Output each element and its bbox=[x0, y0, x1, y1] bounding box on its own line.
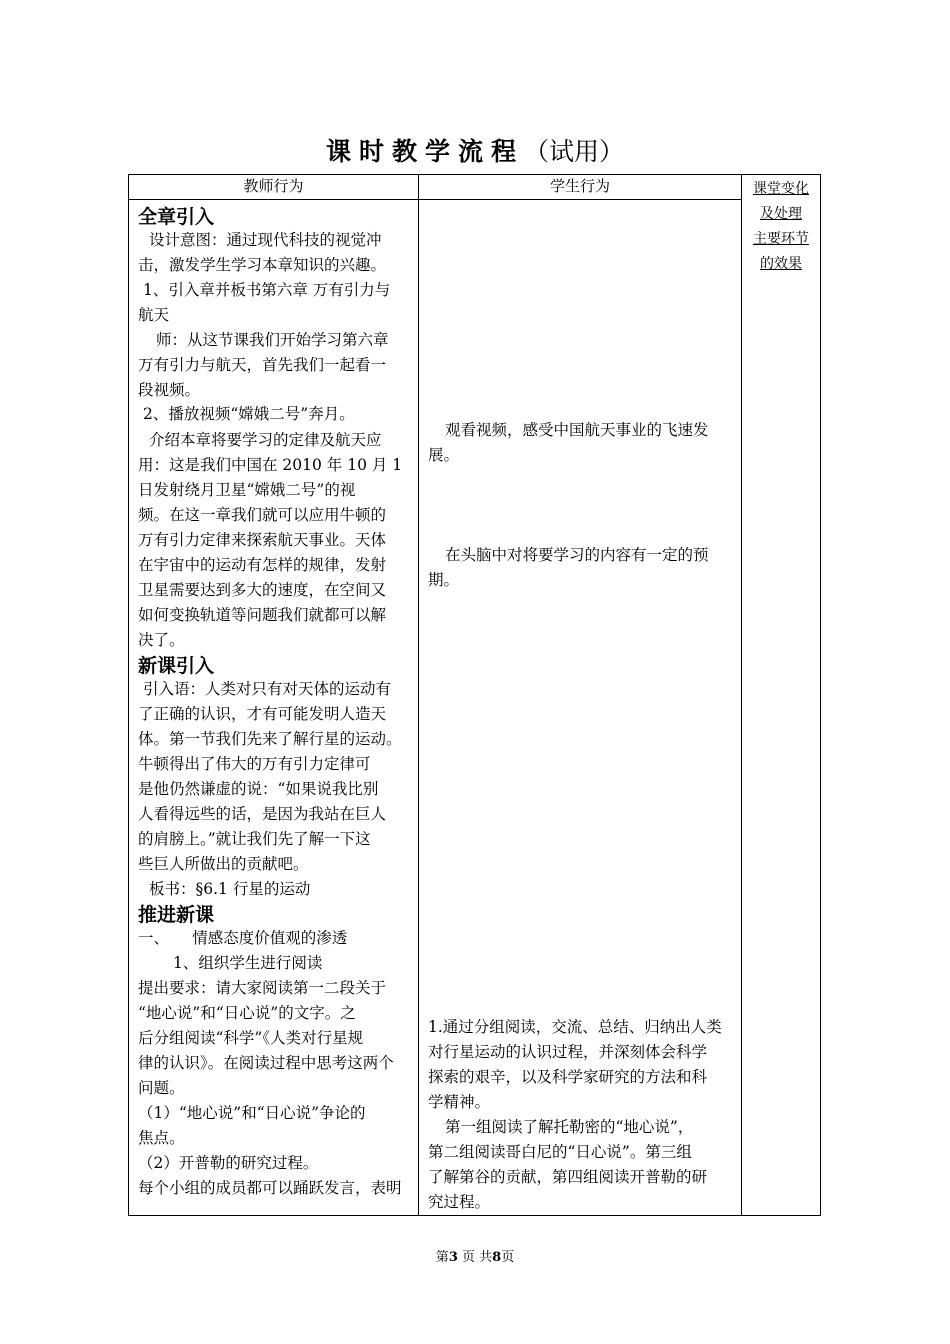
text-line: 观看视频，感受中国航天事业的飞速发 bbox=[445, 421, 709, 439]
title-main: 课时教学流程 bbox=[325, 137, 524, 166]
footer-suffix: 页 bbox=[501, 1250, 515, 1265]
footer-mid: 页 共 bbox=[462, 1250, 493, 1265]
text-line: 段视频。 bbox=[138, 381, 201, 399]
text-line: 些巨人所做出的贡献吧。 bbox=[138, 855, 309, 873]
header-change-line: 课堂变化 bbox=[753, 181, 809, 197]
text-line: 对行星运动的认识过程，并深刻体会科学 bbox=[428, 1043, 708, 1061]
text-line: 每个小组的成员都可以踊跃发言，表明 bbox=[138, 1179, 402, 1197]
section-heading: 新课引入 bbox=[138, 655, 215, 677]
text-line: 焦点。 bbox=[138, 1129, 185, 1147]
text-line: 后分组阅读“科学”《人类对行星规 bbox=[138, 1029, 364, 1047]
text-line: 牛顿得出了伟大的万有引力定律可 bbox=[138, 755, 371, 773]
text-line: 提出要求：请大家阅读第一二段关于 bbox=[138, 979, 387, 997]
footer-total-pages: 8 bbox=[492, 1250, 502, 1265]
footer-prefix: 第 bbox=[435, 1250, 449, 1265]
text-line: 的肩膀上。”就让我们先了解一下这 bbox=[138, 830, 371, 848]
header-teacher: 教师行为 bbox=[129, 175, 419, 200]
text-line: 是他仍然谦虚的说：“如果说我比别 bbox=[138, 780, 379, 798]
text-line: （1）“地心说”和“日心说”争论的 bbox=[138, 1104, 366, 1122]
teaching-flow-table bbox=[128, 174, 821, 1216]
text-line: 1、引入章并板书第六章 万有引力与 bbox=[143, 281, 391, 299]
text-line: “地心说”和“日心说”的文字。之 bbox=[138, 1004, 356, 1022]
text-line: 律的认识》。在阅读过程中思考这两个 bbox=[138, 1054, 394, 1072]
text-line: 究过程。 bbox=[428, 1193, 491, 1211]
section-heading: 全章引入 bbox=[138, 206, 215, 228]
text-line: 第二组阅读哥白尼的“日心说”。第三组 bbox=[428, 1143, 692, 1161]
title-sub: （试用） bbox=[524, 137, 625, 166]
text-line: 一、 情感态度价值观的渗透 bbox=[138, 929, 348, 947]
text-line: 学精神。 bbox=[428, 1093, 491, 1111]
text-line: 师：从这节课我们开始学习第六章 bbox=[156, 331, 389, 349]
text-line: 了解第谷的贡献，第四组阅读开普勒的研 bbox=[428, 1168, 708, 1186]
page-footer bbox=[0, 1246, 950, 1265]
text-line: 万有引力与航天，首先我们一起看一 bbox=[138, 356, 387, 374]
text-line: 人看得远些的话，是因为我站在巨人 bbox=[138, 805, 387, 823]
header-change-line: 主要环节 bbox=[753, 231, 809, 247]
text-line: 日发射绕月卫星“嫦娥二号”的视 bbox=[138, 481, 356, 499]
text-line: 引入语：人类对只有对天体的运动有 bbox=[143, 680, 392, 698]
header-student: 学生行为 bbox=[419, 175, 742, 200]
header-change bbox=[742, 175, 820, 277]
student-cell bbox=[419, 200, 742, 1216]
text-line: 航天 bbox=[138, 306, 170, 324]
text-line: 板书：§6.1 行星的运动 bbox=[149, 880, 311, 898]
section-heading: 推进新课 bbox=[138, 904, 215, 926]
change-column bbox=[742, 175, 821, 1216]
text-line: 1、组织学生进行阅读 bbox=[173, 954, 323, 972]
footer-page-number: 3 bbox=[448, 1250, 458, 1265]
text-line: （2）开普勒的研究过程。 bbox=[138, 1154, 319, 1172]
text-line: 第一组阅读了解托勒密的“地心说”， bbox=[445, 1118, 694, 1136]
text-line: 卫星需要达到多大的速度，在空间又 bbox=[138, 581, 387, 599]
text-line: 探索的艰辛，以及科学家研究的方法和科 bbox=[428, 1068, 708, 1086]
text-line: 期。 bbox=[428, 571, 460, 589]
text-line: 在头脑中对将要学习的内容有一定的预 bbox=[445, 546, 709, 564]
text-line: 击，激发学生学习本章知识的兴趣。 bbox=[138, 256, 387, 274]
text-line: 问题。 bbox=[138, 1079, 185, 1097]
text-line: 2、播放视频“嫦娥二号”奔月。 bbox=[143, 405, 355, 423]
text-line: 体。第一节我们先来了解行星的运动。 bbox=[138, 730, 402, 748]
text-line: 设计意图：通过现代科技的视觉冲 bbox=[149, 231, 382, 249]
header-change-line: 及处理 bbox=[760, 206, 802, 222]
text-line: 展。 bbox=[428, 446, 460, 464]
text-line: 如何变换轨道等问题我们就都可以解 bbox=[138, 606, 387, 624]
text-line: 1.通过分组阅读，交流、总结、归纳出人类 bbox=[428, 1018, 722, 1036]
text-line: 万有引力定律来探索航天事业。天体 bbox=[138, 531, 387, 549]
text-line: 在宇宙中的运动有怎样的规律，发射 bbox=[138, 556, 387, 574]
text-line: 介绍本章将要学习的定律及航天应 bbox=[149, 431, 382, 449]
text-line: 了正确的认识，才有可能发明人造天 bbox=[138, 705, 387, 723]
text-line: 用：这是我们中国在 2010 年 10 月 1 bbox=[138, 456, 403, 474]
teacher-cell bbox=[129, 200, 419, 1216]
text-line: 决了。 bbox=[138, 631, 185, 649]
header-change-line: 的效果 bbox=[760, 256, 802, 272]
page-title bbox=[0, 132, 950, 168]
text-line: 频。在这一章我们就可以应用牛顿的 bbox=[138, 506, 387, 524]
